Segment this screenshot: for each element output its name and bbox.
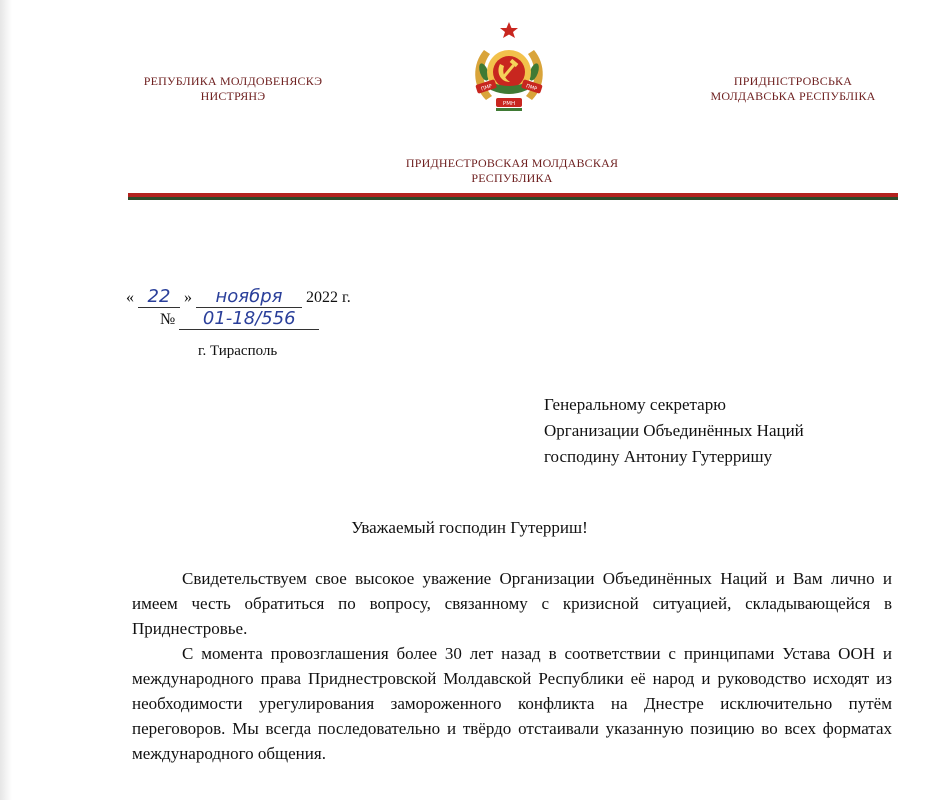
date-open-quote: « bbox=[126, 289, 134, 306]
date-day-handwritten: 22 bbox=[138, 286, 180, 308]
letterhead-ukrainian bbox=[690, 74, 896, 104]
body-paragraph-2: С момента провозглашения более 30 лет назад в соответствии с принципами Устава ООН и международного права Приднестровской Молдавской Республики её народ и руководство исходят из необходимости урегулирования замороженного конфликта на Днестре исключительно путём переговоров. Мы всегда последовательно и твёрдо отстаивали указанную позицию во всех форматах международного общения. bbox=[132, 644, 892, 763]
scan-edge-shadow bbox=[0, 0, 12, 800]
state-emblem-icon bbox=[466, 20, 552, 116]
reference-number-label: № bbox=[160, 311, 176, 328]
emblem-bottom-ribbon-text: РМН bbox=[502, 101, 516, 107]
body-paragraph-1: Свидетельствуем свое высокое уважение Организации Объединённых Наций и Вам лично и имеем честь обратиться по вопросу, связанному с кризисной ситуацией, складывающейся в Приднестровье. bbox=[132, 569, 892, 638]
letterhead-russian bbox=[376, 156, 648, 186]
city-name: г. Тирасполь bbox=[198, 343, 278, 359]
letter-body bbox=[132, 566, 892, 766]
letterhead-moldovan-line2: НИСТРЯНЭ bbox=[200, 89, 266, 103]
addressee-line1: Генеральному секретарю bbox=[544, 395, 726, 414]
letterhead-russian-line2: РЕСПУБЛИКА bbox=[471, 171, 553, 185]
salutation: Уважаемый господин Гутерриш! bbox=[351, 518, 588, 537]
letterhead-moldovan bbox=[120, 74, 346, 104]
date-line bbox=[126, 286, 351, 310]
letterhead-ukrainian-line1: ПРИДНІСТРОВСЬКА bbox=[733, 74, 853, 88]
date-month-handwritten: ноября bbox=[196, 286, 302, 308]
addressee-line2: Организации Объединённых Наций bbox=[544, 421, 804, 440]
letterhead-stripe-green bbox=[128, 197, 898, 200]
addressee-line3: господину Антониу Гутерришу bbox=[544, 447, 773, 466]
reference-number-line bbox=[160, 308, 319, 332]
emblem-right-ribbon-text: ПМР bbox=[525, 83, 538, 93]
addressee-block bbox=[544, 392, 924, 470]
emblem-left-ribbon-text: ПМР bbox=[480, 83, 493, 93]
letterhead-ukrainian-line2: МОЛДАВСЬКА РЕСПУБЛІКА bbox=[710, 89, 876, 103]
letterhead-russian-line1: ПРИДНЕСТРОВСКАЯ МОЛДАВСКАЯ bbox=[405, 156, 619, 170]
letterhead-moldovan-line1: РЕПУБЛИКА МОЛДОВЕНЯСКЭ bbox=[143, 74, 323, 88]
reference-number-handwritten: 01-18/556 bbox=[179, 308, 319, 330]
date-year: 2022 г. bbox=[306, 289, 351, 306]
date-close-quote: » bbox=[184, 289, 192, 306]
